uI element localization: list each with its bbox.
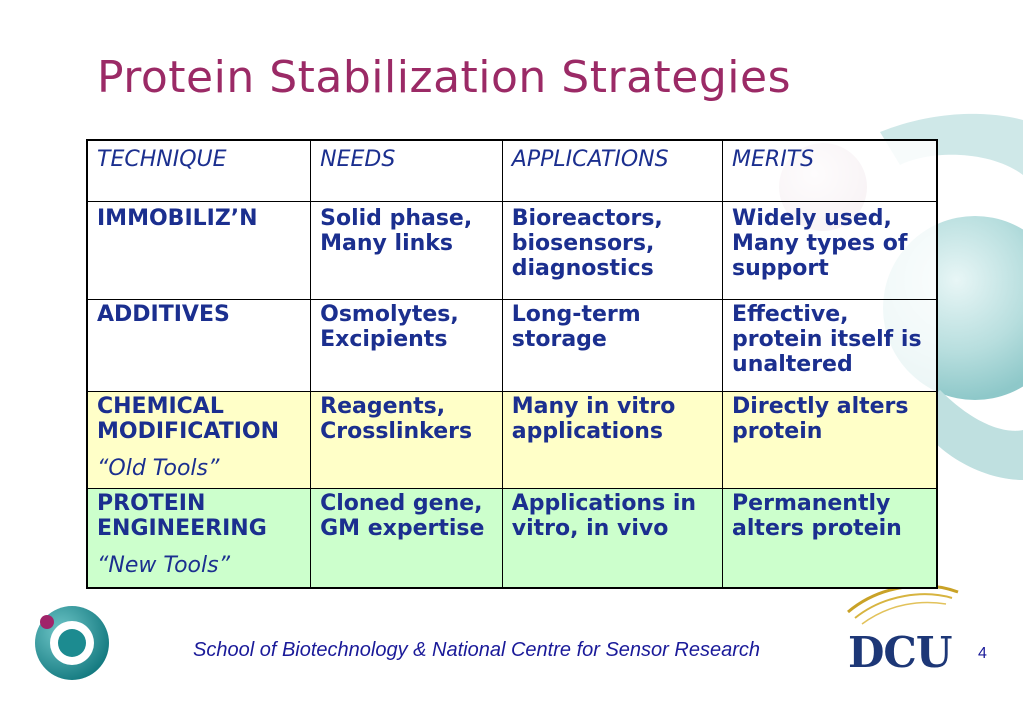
header-technique: TECHNIQUE bbox=[87, 140, 311, 202]
technique-label: CHEMICAL MODIFICATION bbox=[97, 394, 280, 444]
cell-merits: Effective, protein itself is unaltered bbox=[723, 300, 937, 392]
slide-title: Protein Stabilization Strategies bbox=[97, 52, 792, 103]
cell-merits: Widely used, Many types of support bbox=[723, 202, 937, 300]
cell-merits: Permanently alters protein bbox=[723, 489, 937, 589]
header-merits: MERITS bbox=[723, 140, 937, 202]
technique-label: PROTEIN ENGINEERING bbox=[97, 491, 267, 541]
cell-technique bbox=[87, 489, 311, 589]
cell-needs: Osmolytes, Excipients bbox=[311, 300, 503, 392]
cell-applications: Many in vitro applications bbox=[502, 392, 722, 489]
table-row bbox=[87, 202, 937, 300]
page-number: 4 bbox=[978, 645, 987, 662]
dcu-logo-text: DCU bbox=[848, 628, 952, 677]
table-row bbox=[87, 300, 937, 392]
tools-label: “New Tools” bbox=[97, 553, 230, 578]
cell-technique: ADDITIVES bbox=[87, 300, 311, 392]
tools-label: “Old Tools” bbox=[97, 456, 220, 481]
cell-technique: IMMOBILIZ’N bbox=[87, 202, 311, 300]
cell-applications: Long-term storage bbox=[502, 300, 722, 392]
cell-merits: Directly alters protein bbox=[723, 392, 937, 489]
dcu-swoosh-icon bbox=[848, 586, 958, 624]
cell-applications: Bioreactors, biosensors, diagnostics bbox=[502, 202, 722, 300]
strategies-table bbox=[86, 139, 938, 589]
biotech-logo-icon bbox=[35, 606, 109, 680]
footer-text: School of Biotechnology & National Centre for Sensor Research bbox=[193, 639, 760, 661]
cell-applications: Applications in vitro, in vivo bbox=[502, 489, 722, 589]
table-header-row bbox=[87, 140, 937, 202]
table-row bbox=[87, 392, 937, 489]
cell-technique bbox=[87, 392, 311, 489]
cell-needs: Cloned gene, GM expertise bbox=[311, 489, 503, 589]
header-needs: NEEDS bbox=[311, 140, 503, 202]
header-applications: APPLICATIONS bbox=[502, 140, 722, 202]
cell-needs: Solid phase, Many links bbox=[311, 202, 503, 300]
table-row bbox=[87, 489, 937, 589]
cell-needs: Reagents, Crosslinkers bbox=[311, 392, 503, 489]
